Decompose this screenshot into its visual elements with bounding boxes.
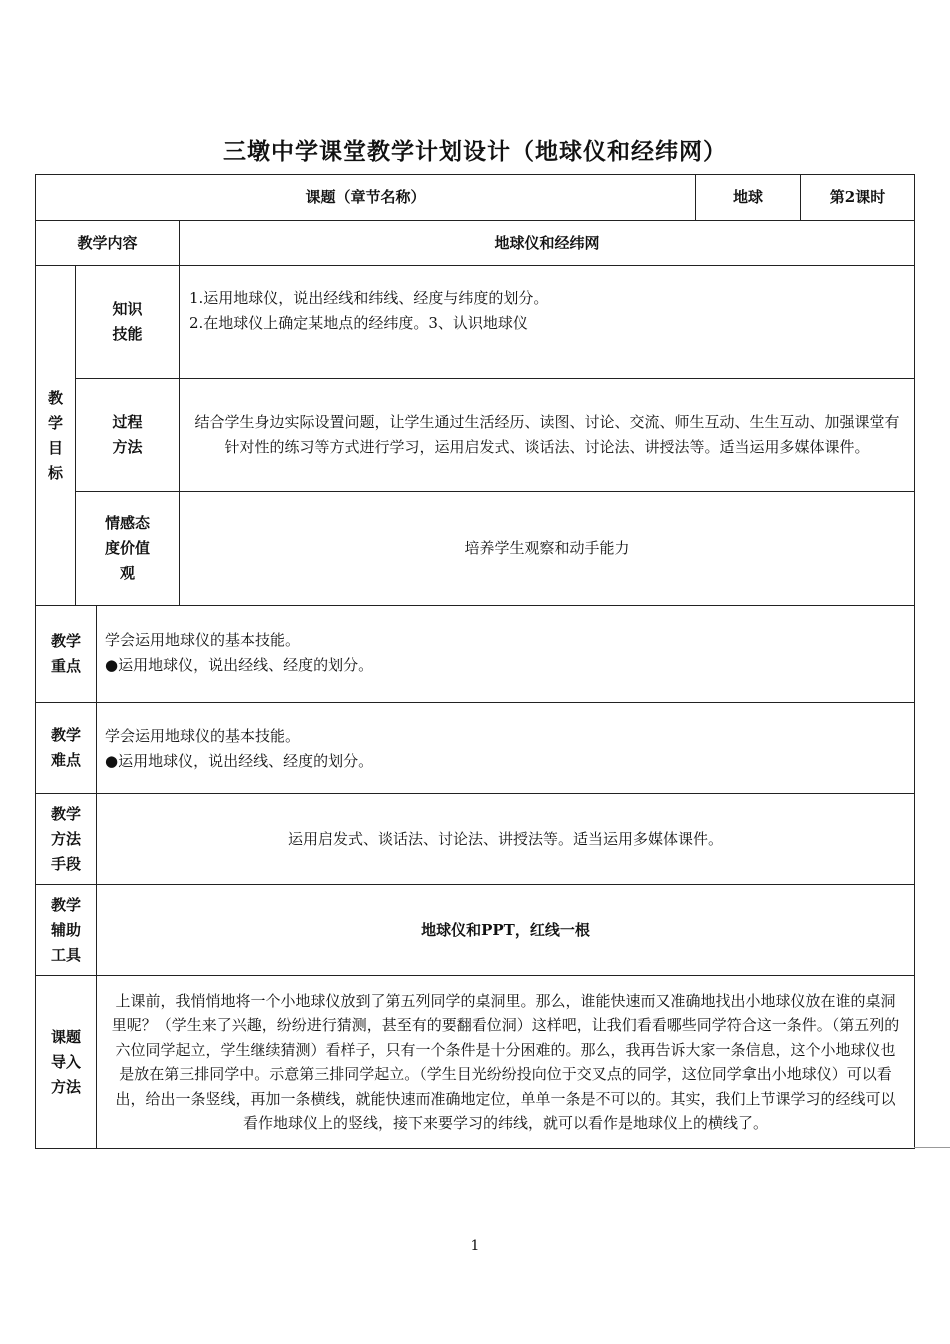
page-title: 三墩中学课堂教学计划设计（地球仪和经纬网） [223, 138, 727, 165]
key-points-line-2: ●运用地球仪，说出经线、经度的划分。 [105, 656, 374, 674]
content-value: 地球仪和经纬网 [179, 220, 915, 266]
difficulties-line-1: 学会运用地球仪的基本技能。 [105, 727, 301, 745]
tools-text: 地球仪和PPT，红线一根 [96, 884, 915, 976]
intro-label [35, 975, 97, 1149]
process-label [75, 378, 180, 492]
methods-label [35, 793, 97, 885]
methods-text: 运用启发式、谈话法、讨论法、讲授法等。适当运用多媒体课件。 [96, 793, 915, 885]
difficulties-label [35, 702, 97, 794]
objectives-label [35, 265, 76, 606]
process-label-text: 过程方法 [112, 413, 143, 456]
difficulties-label-text: 教学难点 [50, 726, 81, 769]
subject-cell: 地球 [695, 174, 801, 221]
period-cell: 第2课时 [800, 174, 915, 221]
knowledge-label-text: 知识技能 [112, 300, 143, 343]
key-points-label-text: 教学重点 [50, 632, 81, 675]
content-label: 教学内容 [35, 220, 180, 266]
topic-label-cell: 课题（章节名称） [35, 174, 696, 221]
emotion-text: 培养学生观察和动手能力 [179, 491, 915, 606]
page-number: 1 [470, 1238, 480, 1254]
tools-label [35, 884, 97, 976]
intro-text: 上课前，我悄悄地将一个小地球仪放到了第五列同学的桌洞里。那么，谁能快速而又准确地找出小地球仪放在谁的桌洞里呢？（学生来了兴趣，纷纷进行猜测，甚至有的要翻看位洞）这样吧，让我们看看哪些同学符合这一条件。（第五列的六位同学起立，学生继续猜测）看样子，只有一个条件是十分困难的。那么，我再告诉大家一条信息，这个小地球仪也是放在第三排同学中。示意第三排同学起立。（学生目光纷纷投向位于交叉点的同学，这位同学拿出小地球仪）可以看出，给出一条竖线，再加一条横线，就能快速而准确地定位，单单一条是不可以的。其实，我们上节课学习的经线可以看作地球仪上的竖线，接下来要学习的纬线，就可以看作是地球仪上的横线了。 [96, 975, 915, 1149]
process-text: 结合学生身边实际设置问题，让学生通过生活经历、读图、讨论、交流、师生互动、生生互动、加强课堂有针对性的练习等方式进行学习，运用启发式、谈话法、讨论法、讲授法等。适当运用多媒体课件。 [179, 378, 915, 492]
key-points-text [96, 605, 915, 703]
methods-label-text: 教学方法手段 [50, 804, 81, 873]
intro-label-text: 课题导入方法 [50, 1027, 81, 1096]
knowledge-label [75, 265, 180, 379]
knowledge-text [179, 265, 915, 379]
objectives-label-text: 教学目标 [47, 388, 63, 482]
emotion-label-text: 情感态度价值观 [104, 514, 150, 582]
knowledge-line-1: 1.运用地球仪，说出经线和纬线、经度与纬度的划分。 [189, 289, 549, 307]
difficulties-line-2: ●运用地球仪，说出经线、经度的划分。 [105, 752, 374, 770]
knowledge-line-2: 2.在地球仪上确定某地点的经纬度。3、认识地球仪 [189, 314, 528, 332]
key-points-label [35, 605, 97, 703]
difficulties-text [96, 702, 915, 794]
key-points-line-1: 学会运用地球仪的基本技能。 [105, 631, 301, 649]
table-edge-line [914, 1147, 950, 1148]
emotion-label [75, 491, 180, 606]
tools-label-text: 教学辅助工具 [50, 895, 81, 964]
